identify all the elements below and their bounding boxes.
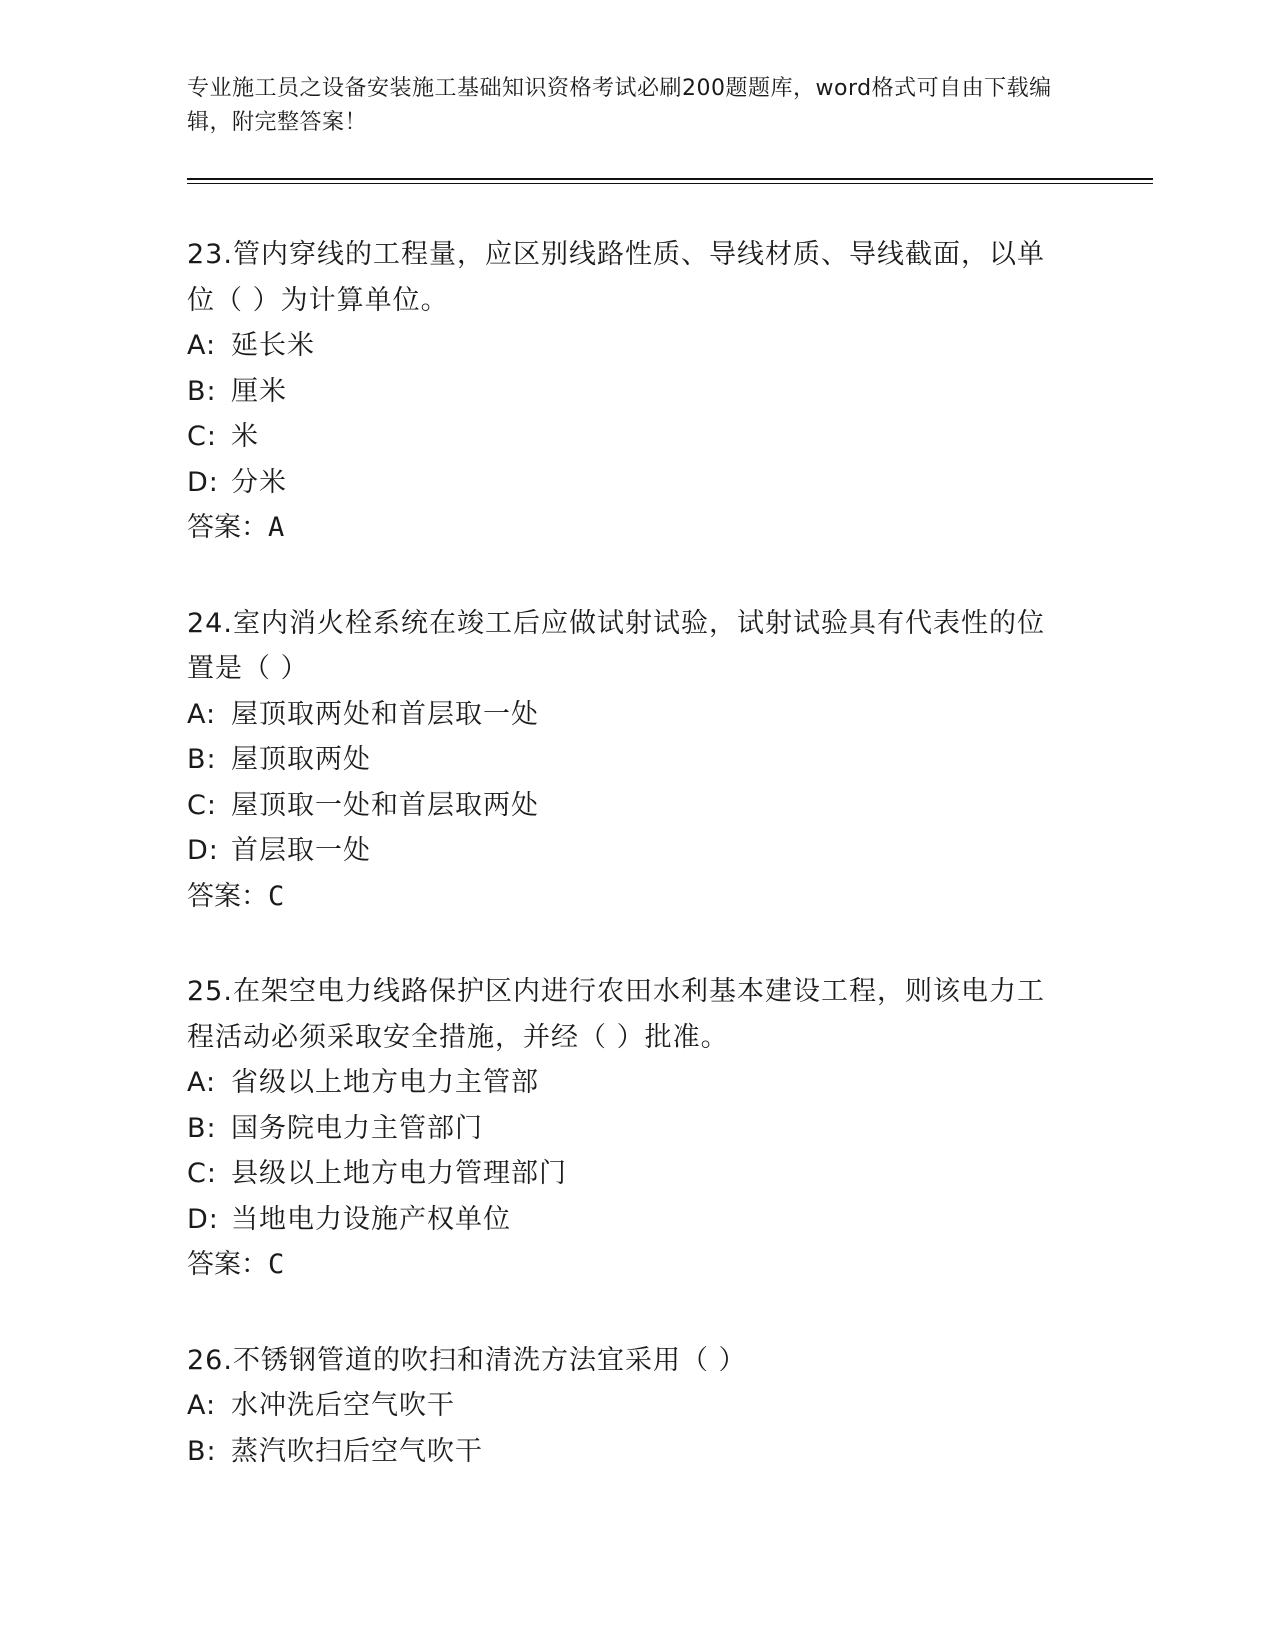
option-b [187,1429,1067,1475]
option-key: B: [187,375,217,407]
answer-value: C [268,880,285,912]
option-key: D: [187,466,219,498]
answer-line [187,874,1067,920]
option-text: 国务院电力主管部门 [231,1112,483,1144]
question-item [187,232,1067,551]
question-list [187,232,1067,1524]
answer-label: 答案： [187,1249,268,1280]
question-stem [187,1338,1067,1384]
option-key: A: [187,330,217,361]
option-key: D: [187,835,219,866]
option-key: D: [187,1203,219,1235]
answer-line [187,1242,1067,1288]
answer-line [187,505,1067,551]
question-text: 室内消火栓系统在竣工后应做试射试验，试射试验具有代表性的位置是（ ） [187,607,1045,684]
question-stem [187,969,1067,1060]
option-key: A: [187,698,217,730]
option-a [187,323,1067,369]
option-d [187,828,1067,874]
option-b [187,737,1067,783]
option-key: A: [187,1067,217,1098]
document-header: 专业施工员之设备安装施工基础知识资格考试必刷200题题库，word格式可自由下载编辑，附完整答案！ [187,76,1052,135]
question-item [187,1338,1067,1475]
question-stem [187,601,1067,692]
option-c [187,1151,1067,1197]
question-stem [187,232,1067,323]
option-text: 屋顶取一处和首层取两处 [231,789,539,821]
option-key: B: [187,1112,217,1144]
header-divider [187,178,1153,184]
option-key: C: [187,789,217,821]
answer-value: C [268,1249,285,1280]
question-text: 管内穿线的工程量，应区别线路性质、导线材质、导线截面，以单位（ ）为计算单位。 [187,239,1045,316]
option-text: 县级以上地方电力管理部门 [231,1158,567,1189]
option-text: 屋顶取两处 [231,744,371,775]
question-text: 在架空电力线路保护区内进行农田水利基本建设工程，则该电力工程活动必须采取安全措施，并经（ ）批准。 [187,976,1045,1053]
option-text: 水冲洗后空气吹干 [231,1390,455,1421]
answer-label: 答案： [187,880,268,912]
option-key: B: [187,1435,217,1467]
option-key: C: [187,1158,217,1189]
question-number: 23. [187,239,233,270]
question-item [187,969,1067,1288]
option-a [187,1383,1067,1429]
option-b [187,1106,1067,1152]
option-c [187,414,1067,460]
option-d [187,460,1067,506]
option-a [187,692,1067,738]
option-text: 厘米 [231,375,287,407]
option-text: 分米 [231,466,287,498]
question-text: 不锈钢管道的吹扫和清洗方法宜采用（ ） [232,1344,747,1376]
option-key: B: [187,744,217,775]
option-a [187,1060,1067,1106]
question-number: 25. [187,976,233,1007]
question-item [187,601,1067,920]
option-b [187,369,1067,415]
answer-label: 答案： [187,512,268,543]
option-key: A: [187,1390,217,1421]
option-d [187,1197,1067,1243]
question-number: 26. [187,1344,233,1376]
option-text: 延长米 [231,330,315,361]
option-text: 省级以上地方电力主管部 [231,1067,539,1098]
option-text: 蒸汽吹扫后空气吹干 [231,1435,483,1467]
option-key: C: [187,421,217,452]
option-text: 首层取一处 [231,835,371,866]
answer-value: A [268,512,285,543]
option-text: 当地电力设施产权单位 [231,1203,511,1235]
option-c [187,783,1067,829]
question-number: 24. [187,607,233,639]
option-text: 米 [231,421,259,452]
option-text: 屋顶取两处和首层取一处 [231,698,539,730]
